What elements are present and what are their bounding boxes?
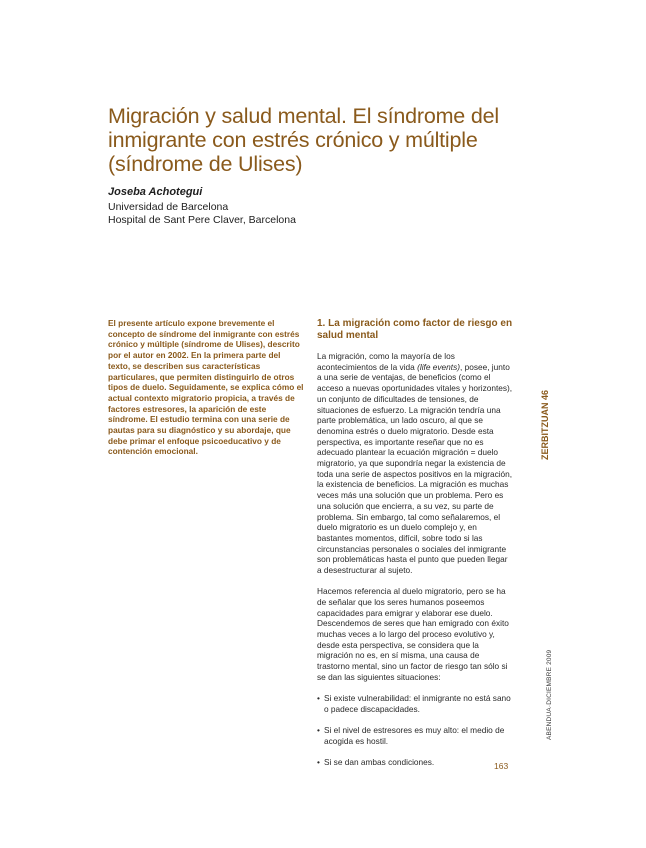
list-item-text: Si se dan ambas condiciones. [324, 756, 435, 767]
risk-conditions-list [317, 693, 513, 768]
paragraph-1-italic-term: (life events) [417, 361, 460, 372]
list-item-text: Si el nivel de estresores es muy alto: el medio de acogida es hostil. [324, 725, 505, 746]
paragraph-1-text-a: La migración, como la mayoría de los acontecimientos de la vida [317, 351, 455, 372]
body-column [317, 351, 513, 778]
list-item [317, 725, 513, 746]
abstract: El presente artículo expone brevemente el concepto de síndrome del inmigrante con estrés crónico y múltiple (síndrome de Ulises), descrito por el autor en 2002. En la primera parte del texto, se describen sus características particulares, que permiten distinguirlo de otros tipos de duelo. Seguidamente, se explica cómo el actual contexto migratorio propicia, a través de factores estresores, la aparición de este síndrome. El estudio termina con una serie de pautas para su diagnóstico y su abordaje, que debe primar el enfoque psicoeducativo y de contención emocional. [108, 318, 304, 457]
bullet-icon: • [317, 693, 320, 704]
author-name: Joseba Achotegui [108, 186, 203, 198]
page-number: 163 [494, 761, 509, 771]
affiliation-hospital: Hospital de Sant Pere Claver, Barcelona [108, 214, 296, 226]
journal-title: ZERBITZUAN [540, 402, 550, 460]
article-title: Migración y salud mental. El síndrome del inmigrante con estrés crónico y múltiple (síndrome de Ulises) [108, 104, 499, 176]
list-item [317, 693, 513, 714]
paragraph-1-text-b: , posee, junto a una serie de ventajas, de beneficios (como el acceso a nuevas oportunidades vitales y horizontes), un conjunto de dificultades de tensiones, de situaciones de esfuerzo. La migración tendría una parte problemática, un lado oscuro, al que se denomina estrés o duelo migratorio. Desde esta perspectiva, es importante reseñar que no es adecuado plantear la ecuación migración = duelo migratorio, ya que supondría negar la existencia de toda una serie de aspectos positivos en la migración, la existencia de beneficios. La migración es muchas veces más una solución que un problema. Pero es una solución que encierra, a su vez, su parte de problema. Sin embargo, tal como señalaremos, el duelo migratorio es un duelo complejo y, en bastantes momentos, difícil, sobre todo si las circunstancias personales o sociales del inmigrante son problemáticas hasta el punto que pueden llegar a desestructurar al sujeto. [317, 361, 513, 576]
author-affiliations [108, 201, 296, 227]
journal-name-vertical [540, 388, 552, 460]
body-paragraph-1 [317, 351, 513, 576]
bullet-icon: • [317, 725, 320, 735]
affiliation-university: Universidad de Barcelona [108, 201, 229, 213]
journal-issue-number: 46 [540, 389, 550, 400]
list-item-text: Si existe vulnerabilidad: el inmigrante no está sano o padece discapacidades. [324, 693, 511, 714]
list-item [317, 757, 513, 768]
issue-date-vertical: ABENDUA·DICIEMBRE 2009 [546, 649, 553, 740]
section-heading: 1. La migración como factor de riesgo en salud mental [317, 318, 513, 341]
bullet-icon: • [317, 756, 320, 767]
body-paragraph-2: Hacemos referencia al duelo migratorio, pero se ha de señalar que los seres humanos poseemos capacidades para emigrar y elaborar ese duelo. Descendemos de seres que han emigrado con éxito muchas veces a lo largo del proceso evolutivo y, desde esta perspectiva, se considera que la migración no es, en sí misma, una causa de trastorno mental, sino un factor de riesgo tan sólo si se dan las siguientes situaciones: [317, 586, 509, 682]
